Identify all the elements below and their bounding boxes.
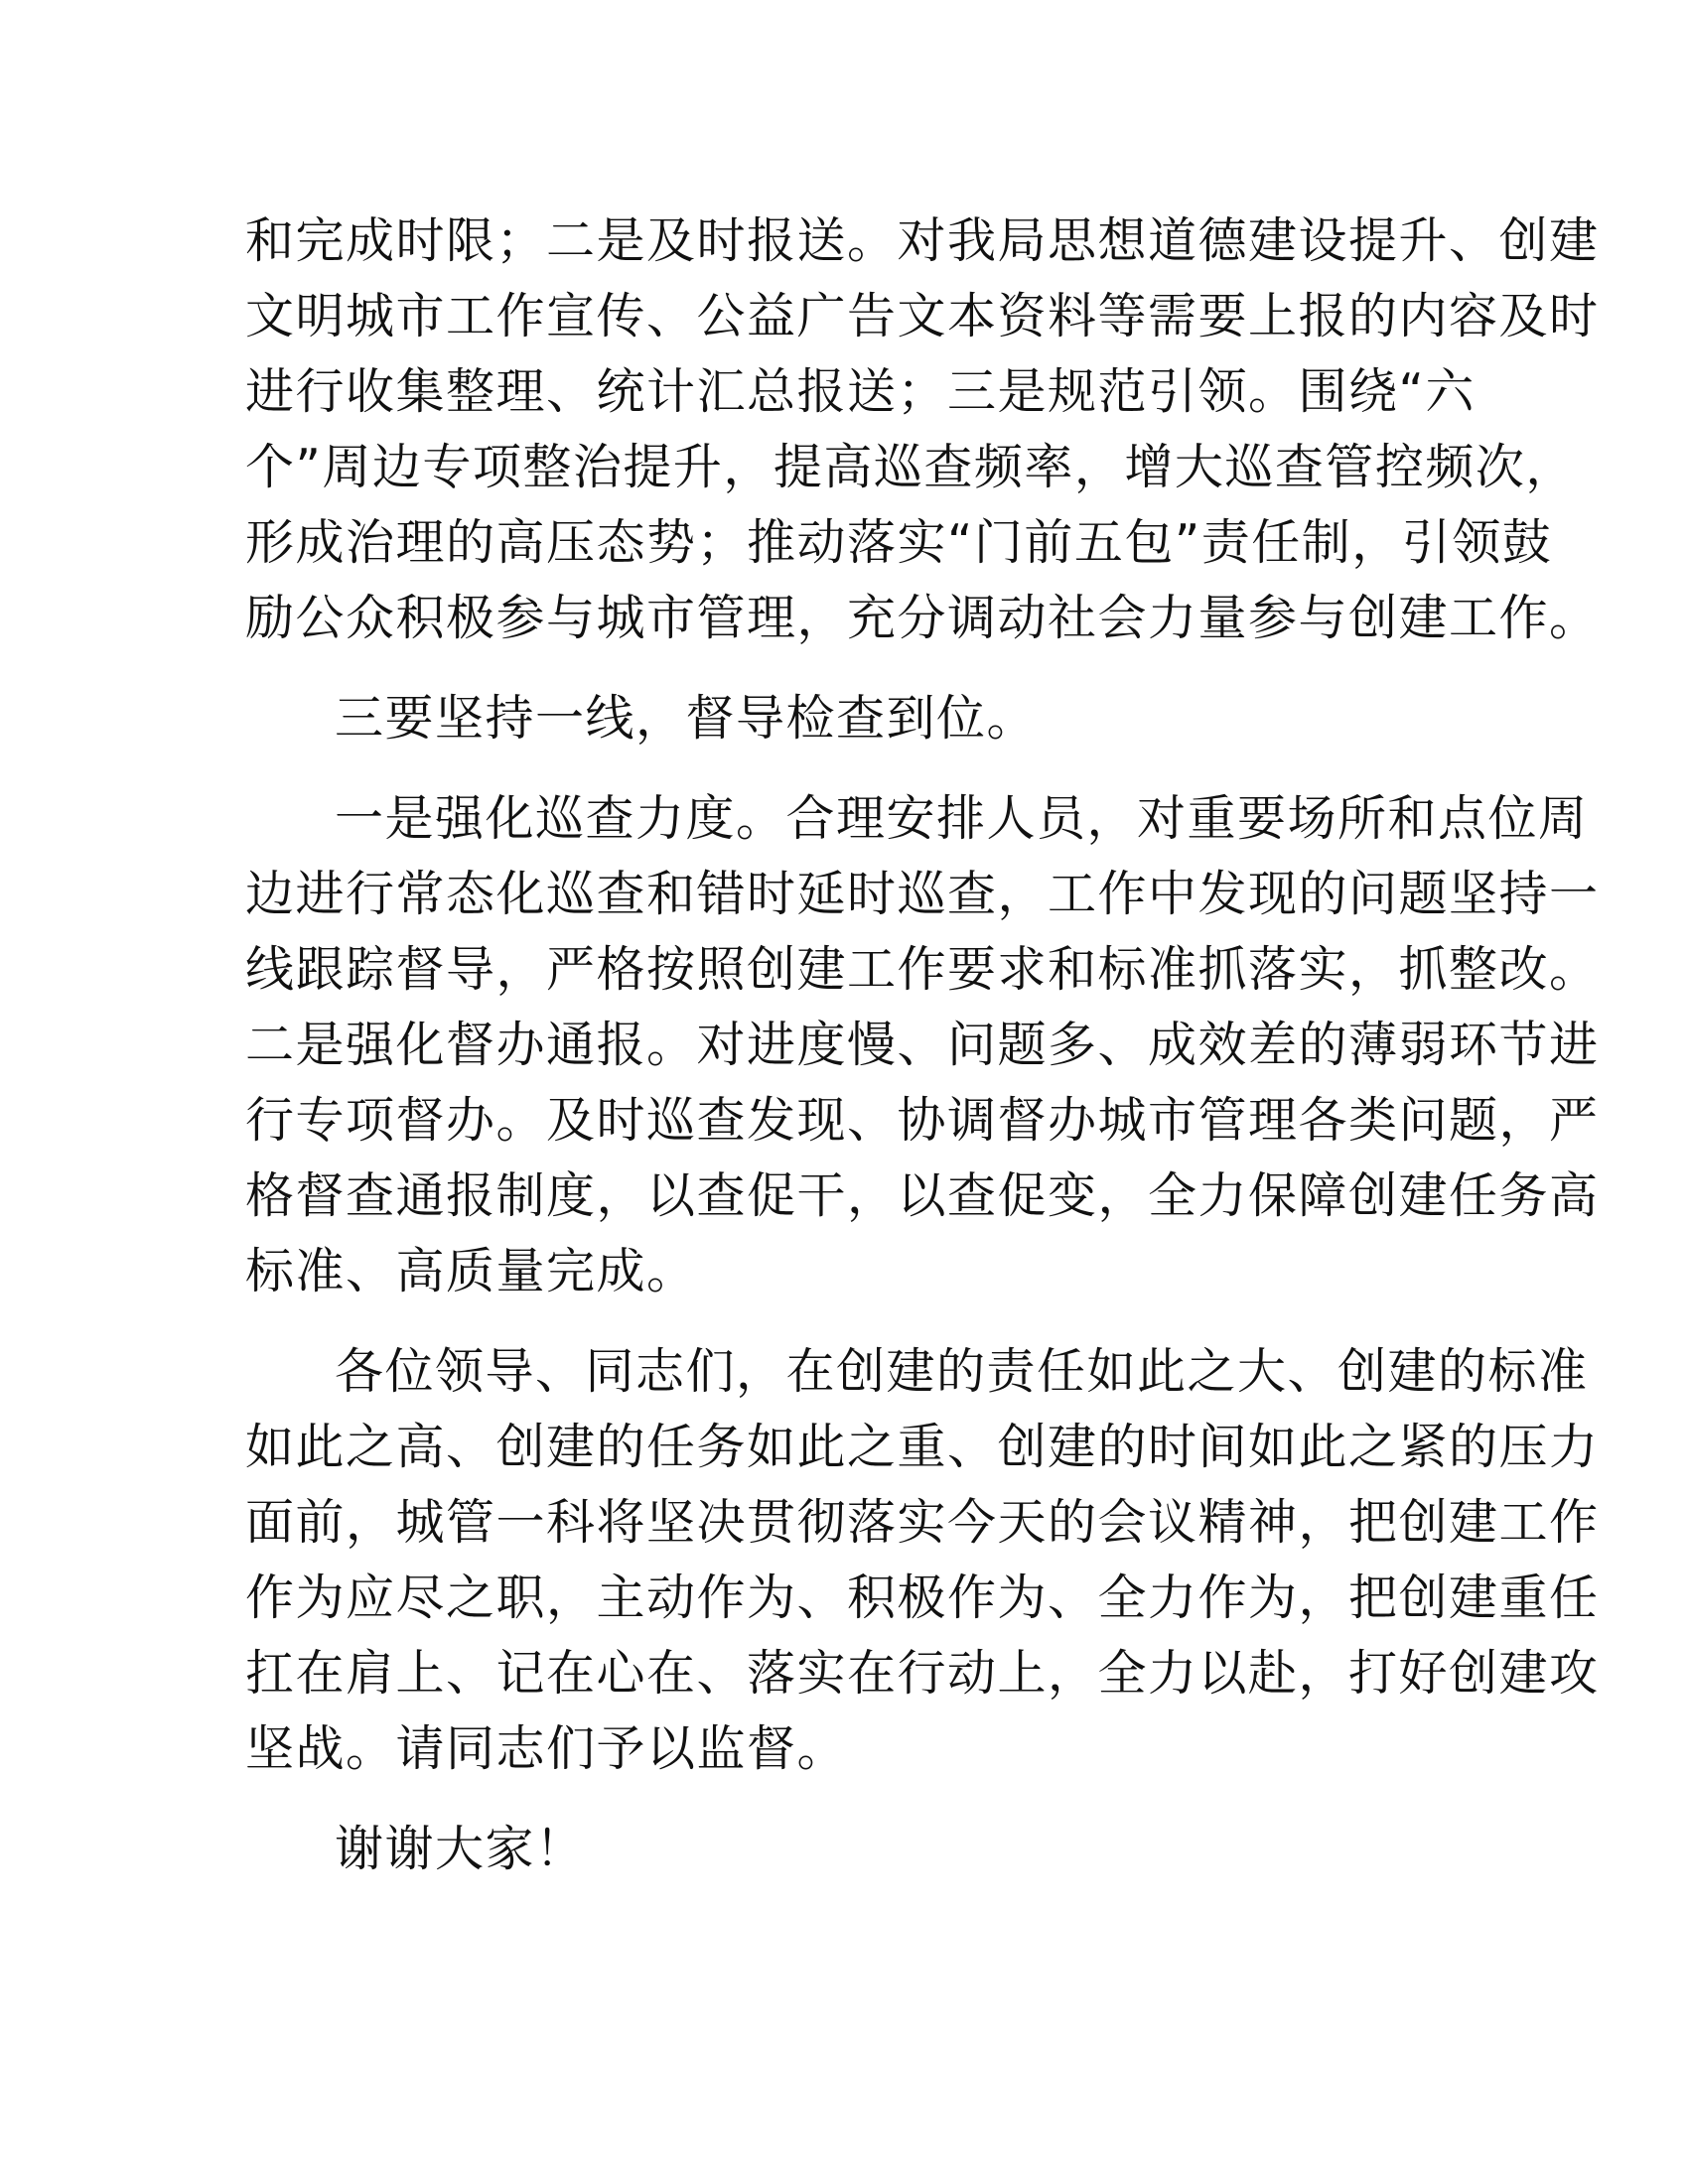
paragraph-1-line-6: 励公众积极参与城市管理，充分调动社会力量参与创建工作。 [245, 590, 1600, 646]
closing-thanks: 谢谢大家！ [335, 1821, 586, 1877]
paragraph-4-line-4: 作为应尽之职，主动作为、积极作为、全力作为，把创建重任 [245, 1570, 1600, 1626]
paragraph-1-line-2: 文明城市工作宣传、公益广告文本资料等需要上报的内容及时 [245, 288, 1600, 344]
paragraph-4-line-5: 扛在肩上、记在心在、落实在行动上，全力以赴，打好创建攻 [245, 1645, 1600, 1702]
paragraph-4-line-6: 坚战。请同志们予以监督。 [245, 1720, 848, 1777]
paragraph-3-line-3: 线跟踪督导，严格按照创建工作要求和标准抓落实，抓整改。 [245, 941, 1600, 998]
paragraph-1-line-1: 和完成时限；二是及时报送。对我局思想道德建设提升、创建 [245, 212, 1600, 269]
paragraph-3-line-4: 二是强化督办通报。对进度慢、问题多、成效差的薄弱环节进 [245, 1017, 1600, 1073]
paragraph-4-line-2: 如此之高、创建的任务如此之重、创建的时间如此之紧的压力 [245, 1419, 1600, 1475]
document-body [245, 204, 1600, 1887]
paragraph-1-line-3: 进行收集整理、统计汇总报送；三是规范引领。围绕“六 [245, 363, 1476, 420]
paragraph-3-line-7: 标准、高质量完成。 [245, 1243, 697, 1299]
paragraph-1-line-4: 个”周边专项整治提升，提高巡查频率，增大巡查管控频次， [245, 439, 1576, 495]
paragraph-4-line-1: 各位领导、同志们，在创建的责任如此之大、创建的标准 [335, 1343, 1589, 1400]
section-heading-line: 三要坚持一线，督导检查到位。 [335, 690, 1038, 747]
paragraph-3-line-1: 一是强化巡查力度。合理安排人员，对重要场所和点位周 [335, 790, 1589, 847]
paragraph-3-line-6: 格督查通报制度，以查促干，以查促变，全力保障创建任务高 [245, 1167, 1600, 1224]
paragraph-3-line-5: 行专项督办。及时巡查发现、协调督办城市管理各类问题，严 [245, 1092, 1600, 1149]
paragraph-1-line-5: 形成治理的高压态势；推动落实“门前五包”责任制，引领鼓 [245, 514, 1553, 571]
paragraph-4-line-3: 面前，城管一科将坚决贯彻落实今天的会议精神，把创建工作 [245, 1494, 1600, 1551]
paragraph-3-line-2: 边进行常态化巡查和错时延时巡查，工作中发现的问题坚持一 [245, 866, 1600, 922]
